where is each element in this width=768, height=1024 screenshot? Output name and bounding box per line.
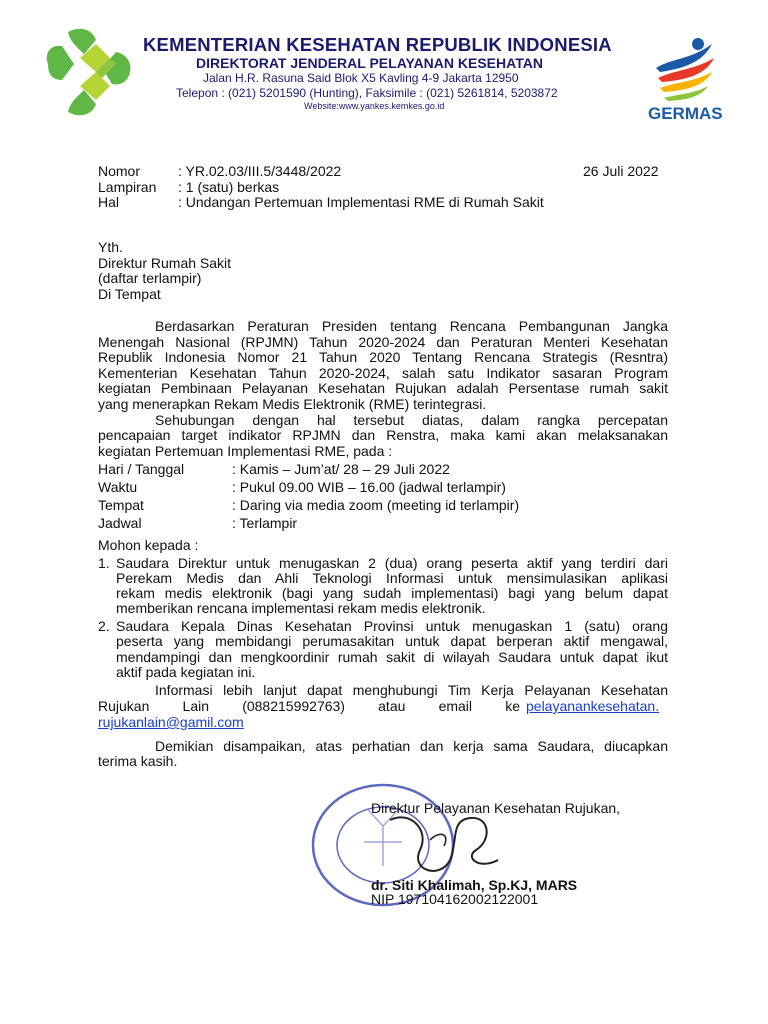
item1-line: memberikan rencana implementasi rekam medis elektronik.	[116, 600, 486, 616]
item2-number: 2.	[98, 618, 110, 634]
schedule-value: : Pukul 09.00 WIB – 16.00 (jadwal terlampir)	[232, 479, 506, 495]
directorate-name: DIREKTORAT JENDERAL PELAYANAN KESEHATAN	[196, 55, 543, 71]
address: Jalan H.R. Rasuna Said Blok X5 Kavling 4-9 Jakarta 12950	[203, 71, 519, 85]
para1-line: Menengah Nasional (RPJMN) Tahun 2020-2024 dan Peraturan Menteri Kesehatan	[98, 334, 668, 350]
item2-line: peserta yang membidangi perumasakitan untuk dapat berperan aktif mengawal,	[116, 633, 668, 649]
email-link-continued[interactable]: rujukanlain@gamil.com	[98, 714, 244, 730]
schedule-label: Hari / Tanggal	[98, 461, 185, 477]
recipient-place: Di Tempat	[98, 286, 161, 302]
para1-line: kegiatan Pembinaan Pelayanan Kesehatan Rujukan adalah Persentase rumah sakit	[98, 380, 668, 396]
hal-value: : Undangan Pertemuan Implementasi RME di Rumah Sakit	[178, 194, 544, 210]
recipient-yth: Yth.	[98, 239, 123, 255]
recipient-note: (daftar terlampir)	[98, 270, 202, 286]
schedule-value: : Kamis – Jum’at/ 28 – 29 Juli 2022	[232, 461, 450, 477]
nomor-value: : YR.02.03/III.5/3448/2022	[178, 163, 342, 179]
lampiran-value: : 1 (satu) berkas	[178, 179, 280, 195]
para1-line: yang menerapkan Rekam Medis Elektronik (RME) terintegrasi.	[98, 396, 487, 412]
para2-line: kegiatan Pertemuan Implementasi RME, pada :	[98, 443, 393, 459]
para1-line: Kementerian Kesehatan Tahun 2020-2024, salah satu Indikator sasaran Program	[98, 365, 668, 381]
info-line: Informasi lebih lanjut dapat menghubungi Tim Kerja Pelayanan Kesehatan	[155, 682, 668, 698]
ministry-logo	[40, 24, 136, 120]
hal-label: Hal	[98, 194, 120, 210]
closing-line: terima kasih.	[98, 753, 178, 769]
recipient-title: Direktur Rumah Sakit	[98, 255, 232, 271]
info-line: Rujukan Lain (088215992763) atau email ke	[98, 698, 520, 714]
email-link[interactable]: pelayanankesehatan.	[526, 698, 660, 714]
letter-date: 26 Juli 2022	[583, 163, 659, 179]
item1-line: Saudara Direktur untuk menugaskan 2 (dua) orang peserta aktif yang terdiri dari	[116, 555, 668, 571]
telephone: Telepon : (021) 5201590 (Hunting), Faksimile : (021) 5261814, 5203872	[176, 86, 558, 100]
para1-line: Republik Indonesia Nomor 21 Tahun 2020 Tentang Rencana Strategis (Resntra)	[98, 349, 668, 365]
para2-line: Sehubungan dengan hal tersebut diatas, dalam rangka percepatan	[155, 412, 668, 428]
signatory-nip: NIP 197104162002122001	[371, 891, 539, 907]
request-intro: Mohon kepada :	[98, 537, 199, 553]
signatory-name: dr. Siti Khalimah, Sp.KJ, MARS	[371, 877, 578, 893]
schedule-value: : Daring via media zoom (meeting id terlampir)	[232, 497, 520, 513]
website: Website:www.yankes.kemkes.go.id	[304, 101, 445, 111]
lampiran-label: Lampiran	[98, 179, 157, 195]
item2-line: aktif pada kegiatan ini.	[116, 664, 256, 680]
item1-number: 1.	[98, 555, 110, 571]
ministry-name: KEMENTERIAN KESEHATAN REPUBLIK INDONESIA	[143, 34, 612, 55]
schedule-label: Waktu	[98, 479, 138, 495]
item1-line: Perekam Medis dan Ahli Teknologi Informasi untuk mensimulasikan aplikasi	[116, 570, 668, 586]
germas-label: GERMAS	[648, 104, 723, 123]
schedule-label: Tempat	[98, 497, 144, 513]
item2-line: mendampingi dan mengkoordinir rumah sakit di wilayah Saudara untuk dapat ikut	[116, 649, 668, 665]
schedule-value: : Terlampir	[232, 515, 298, 531]
schedule-label: Jadwal	[98, 515, 142, 531]
signatory-position: Direktur Pelayanan Kesehatan Rujukan,	[371, 800, 621, 816]
germas-logo	[650, 34, 722, 104]
item2-line: Saudara Kepala Dinas Kesehatan Provinsi untuk menugaskan 1 (satu) orang	[116, 618, 668, 634]
item1-line: rekam medis elektronik (bagi yang sudah implementasi) bagi yang belum dapat	[116, 585, 668, 601]
closing-line: Demikian disampaikan, atas perhatian dan kerja sama Saudara, diucapkan	[155, 738, 668, 754]
para2-line: pencapaian target indikator RPJMN dan Renstra, maka kami akan melaksanakan	[98, 427, 668, 443]
nomor-label: Nomor	[98, 163, 141, 179]
para1-line: Berdasarkan Peraturan Presiden tentang Rencana Pembangunan Jangka	[155, 318, 668, 334]
